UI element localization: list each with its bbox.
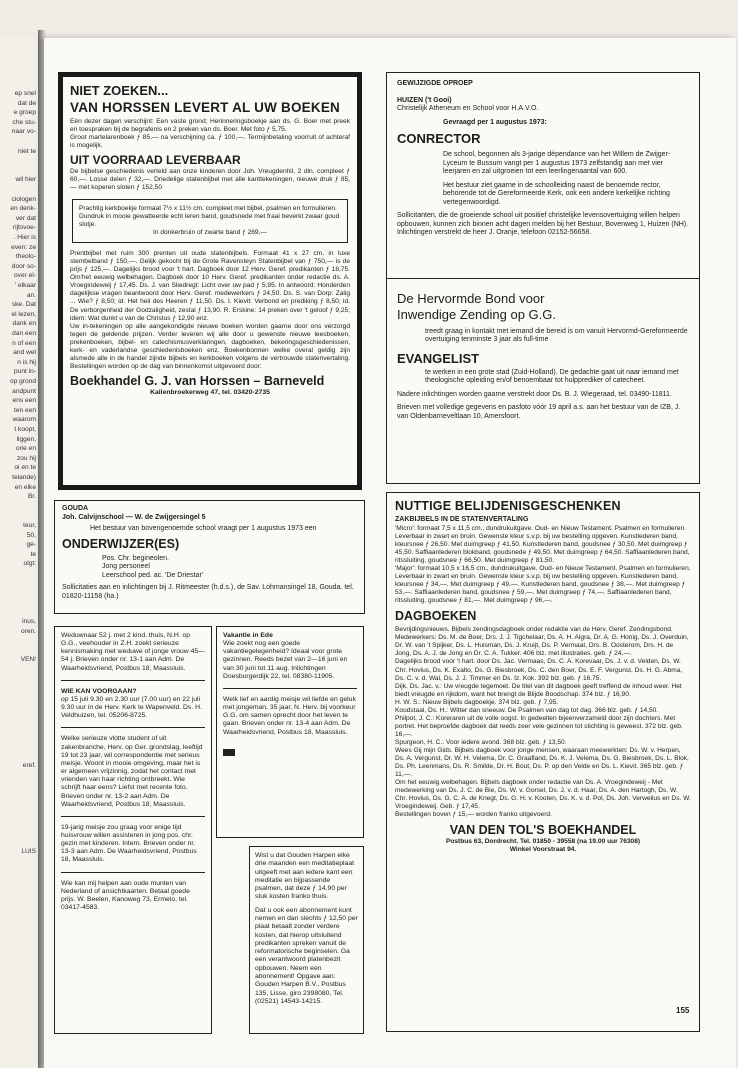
page-number: 155 bbox=[676, 1006, 690, 1015]
gouda-title: ONDERWIJZER(ES) bbox=[62, 536, 180, 551]
tol-sub: ZAKBIJBELS IN DE STATENVERTALING bbox=[395, 516, 529, 524]
horssen-inset-price: In donkerbruin of zwarte band ƒ 269,— bbox=[153, 229, 267, 237]
gouda-req: Pos. Chr. begineolen. bbox=[102, 554, 169, 562]
small-ad bbox=[61, 630, 205, 675]
margin-line: ske. Dat bbox=[11, 301, 36, 309]
small-ad bbox=[61, 733, 205, 810]
horssen-intro2: Groot martelarenboek ƒ 85,— na verschijning ca. ƒ 100,—. Termijnbetaling voorruit of achteraf is mogelijk. bbox=[70, 134, 350, 150]
margin-line: n of een bbox=[12, 339, 36, 347]
margin-line: dan een bbox=[12, 330, 36, 337]
small-ad bbox=[223, 694, 357, 739]
small-ad-text: op 15 juli 9.30 en 2.30 uur (7.00 uur) en 22 juli 9.30 uur in de Herv. Kerk te Wapenveld. Ds. H. Veldhuizen, tel. 05206-8725. bbox=[61, 695, 202, 720]
tol-p12: Bestellingen boven ƒ 15,— worden franko uitgevoerd. bbox=[395, 811, 552, 819]
divider bbox=[61, 727, 205, 728]
bond-title2: Inwendige Zending op G.G. bbox=[397, 306, 556, 322]
huizen-p2: Het bestuur ziet gaarne in de schoolleiding naast de benoemde rector, behorende tot de Gereformeerde Kerk, ook een andere kerkelijke richting vertegenwoordigd. bbox=[443, 181, 670, 206]
margin-line: ge- bbox=[26, 541, 36, 549]
gouda-req: Jong personeel bbox=[102, 563, 150, 571]
gouda-reqs bbox=[102, 555, 357, 581]
bond-p3: Nadere inlichtingen worden gaarne verstrekt door Ds. B. J. Wiegeraad, tel. 03490-11811. bbox=[397, 390, 672, 398]
margin-line: op grond bbox=[9, 378, 36, 385]
margin-line: an. bbox=[26, 291, 36, 299]
margin-line: door so- bbox=[11, 262, 36, 270]
huizen-school: Christelijk Atheneum en School voor H.A.V.O. bbox=[397, 105, 539, 113]
huizen-lead: Gevraagd per 1 augustus 1973: bbox=[443, 118, 547, 126]
huizen-place: HUIZEN ('t Gooi) bbox=[397, 96, 452, 104]
margin-line: punt in- bbox=[14, 368, 36, 376]
small-ads-mid bbox=[216, 626, 364, 838]
margin-line: orie en bbox=[15, 445, 36, 453]
margin-line: olgt: bbox=[23, 560, 36, 568]
margin-line: n is hij bbox=[17, 358, 36, 366]
gouda-place: GOUDA bbox=[62, 505, 89, 512]
horssen-intro: Eén dezer dagen verschijnt: Een vaste grond; Herinneringsboekje aan ds. G. Boer met preek en toespraken bij de begrafenis en 2 preken van ds. Boer. Met foto ƒ 5,75. bbox=[70, 118, 350, 134]
gouda-lead: Het bestuur van bovengenoemde school vraagt per 1 augustus 1973 een bbox=[90, 525, 317, 533]
small-ad bbox=[61, 686, 205, 723]
horssen-inset-text: Prachtig kerkboekje formaat 7½ x 11½ cm. compleet met bijbel, psalmen en formulieren. Dundruk in mooie gewatteerde echt leren band, goudsnede met fraai beverkt zwaar goud slotje. bbox=[79, 205, 340, 229]
tol-p10: Wees Gij mijn Gids. Bijbels dagboek voor jonge mensen, waaraan meewerkten: Ds. W. v. Herpen, Ds. A. Vergunst, Dr. W. H. Velema, Dr. C. Graafland, Ds. K. J. Velema, Ds. G. Biesbroek, Ds. L. Blok, Ds. Ph. Leenmans, Ds. R. Smilde, Dr. H. Bout, Ds. P. op den Velde en Ds. L. Kievit. 365 blz. geb. ƒ 11,—. bbox=[395, 746, 689, 778]
tol-p3: Bevrijdingsnieuws. Bijbels zendingsdagboek onder redaktie van de Herv. Geref. Zendingsbond. Medewerkers: Ds. M. de Boer, Drs. J. J. Tigchelaar, Ds. A. H. Algra, Dr. A. G. Honig, Ds. J. Overduin, Dr. W. van 't Spijker, Ds. L. Huisman, Ds. J. Kruijt, Ds. P. Vermaat, Drs. B. Oosterom, Drs. H. de Jong, Ds. A. J. de Jong en Dr. C. A. Tukker. 406 blz. met illustraties. geb. ƒ 24,—. bbox=[395, 626, 689, 658]
small-ad-head: WIE KAN VOORGAAN? bbox=[61, 687, 137, 695]
margin-line: naar vo- bbox=[11, 128, 36, 136]
tol-p9: Spurgeon, H. C.: Voor iedere avond. 368 blz. geb. ƒ 13,50. bbox=[395, 738, 567, 746]
bond-p1: treedt graag in kontakt met iemand die bereid is om vanuit Hervormd-Gereformeerde overtuiging tenminste 3 jaar als full-time bbox=[425, 327, 688, 344]
margin-line: andpunt bbox=[12, 387, 36, 395]
margin-line: t koopt, bbox=[14, 426, 36, 433]
small-ad-text: Welk lief en aardig meisje wil liefde en geluk met jongeman, 35 jaar, N. Herv. bij voorkeur G.G. om samen oprecht door het leven te gaan. Brieven onder nr. 13-4 aan Adm. De Waarheidsvriend, Postbus 18, Maassluis. bbox=[223, 695, 356, 736]
small-ad bbox=[223, 630, 357, 683]
gouda-req: Leerschool ped. ac. 'De Driestar' bbox=[102, 571, 204, 579]
margin-line: Br. bbox=[27, 493, 36, 501]
margin-line: niet te bbox=[18, 147, 36, 155]
horssen-para2: Prentbijbel met ruim 300 prenten uit oude statenbijbels. Formaat 41 x 27 cm. in luxe stembelband ƒ 150,—. Gelijk gekocht bij de Grote Ravensteyn Statenbijbel van ƒ 750,— is de prijs ƒ 125,—. Dagelijks brood voor 't hart. Dagboek door 12 Herv. Geref. predikanten ƒ 18,75. Om'het eeuwig welbehagen. Dagboek door 10 Herv. Geref. predikanten onder redactie ds. A. Vroegindeweij ƒ 17,45. Ds. J. van Sliedregt: Licht over uw pad ƒ 5,95. In antwoord: Honderden dagelijkse vragen beantwoord door Herv. Geref. medewerkers ƒ 24,50. Ds. S. van Dorp: Zalig ... Wie? ƒ 8,50; id. Het heil des Heeren ƒ 11,50. Ds. I. Kievit: Verbond en prediking ƒ 8,50; id. De verborgenheid der Godzaligheid, zestal ƒ 13,90. R. Erskine: 14 preken over 't geloof ƒ 9,25; idem: Wat dunkt u van de Christus ƒ 12,90 enz. bbox=[70, 250, 350, 322]
tol-p1: 'Micro': formaat 7,5 x 11,5 cm., dundrukuitgave. Oud- en Nieuw Testament. Psalmen en formulieren. Leverbaar in zwart en bruin. Gewenste kleur s.v.p. bij uw bestelling opgeven. Kunstlederen band, kleursnee ƒ 26,50. Met duimgreep ƒ 41,50. Kunstlederen band, goudsnee ƒ 30,50. Met duimgreep ƒ 45,50. Saffiaanlederen blokband, goudsnede ƒ 49,50. Met duimgreep ƒ 64,50. Saffiaanlederen band, ritssluiting, goudsnee ƒ 66,50. Met duimgreep ƒ 81,50. bbox=[395, 524, 690, 564]
margin-line: 50, bbox=[26, 531, 36, 539]
tol-footer: VAN DEN TOL'S BOEKHANDEL bbox=[449, 823, 637, 838]
horssen-para1: De bijbelse geschiedenis verteld aan onze kinderen door Joh. Vreugdenhil, 2 dln. compleet ƒ 60,—. Losse delen ƒ 32,—. Driedelige statenbijbel met alle kanttekeningen, nieuwe druk ƒ 85,— met koperen sloten ƒ 152,50 bbox=[70, 168, 350, 192]
margin-line: wil hier bbox=[15, 176, 36, 184]
divider bbox=[223, 688, 357, 689]
margin-line: VEN! bbox=[20, 656, 36, 664]
bond-p2: te werken in een grote stad (Zuid-Holland). De gedachte gaat uit naar iemand met theologische opleiding en/of benoembaar tot hulpprediker of catecheet. bbox=[425, 368, 679, 385]
margin-line: oi en te bbox=[14, 464, 36, 472]
small-ad-text: Welke serieuze vlotte student of uit zakenbranche, Herv. op Ger. grondslag, leeftijd 19 tot 23 jaar, wil correspondentie met serieus meisje. Woont in mooie omgeving, maar het is er algemeen vrijzinnig, zodat het contact met vrienden van haar richting ontbreekt. Wie schrijft haar eens? Liefst met recente foto. Brieven onder nr. 13-2 aan Adm. De Waarheidsvriend, Postbus 18, Maassluis. bbox=[61, 735, 203, 808]
gouda-contact: Sollicitaties aan en inlichtingen bij J. Ritmeester (h.d.s.), de Sav. Lohmansingel 18, Gouda. tel. 01820-11158 (ha.) bbox=[62, 584, 354, 600]
margin-line: dat de bbox=[17, 99, 36, 107]
huizen-tag: GEWIJZIGDE OPROEP bbox=[397, 80, 473, 87]
horssen-inset bbox=[72, 199, 348, 243]
margin-line: and wel bbox=[13, 349, 36, 357]
huizen-p1: De school, begonnen als 3-jarige dépendance van het Willem de Zwijger-Lyceum te Bussum vangt per 1 augustus 1973 zelfstandig aan met vier leerjaren en zal uitgroeien tot een leerlingenaantal van 600. bbox=[443, 150, 671, 176]
tol-ad bbox=[386, 492, 700, 1032]
black-mark bbox=[223, 749, 235, 756]
tol-p6: H. W. S.: Nieuw Bijbels dagboekje. 374 blz. geb. ƒ 7,95. bbox=[395, 698, 559, 706]
margin-line: inus, bbox=[22, 618, 36, 625]
margin-line: el lezen, bbox=[11, 310, 36, 318]
margin-line: teur, bbox=[23, 522, 36, 529]
margin-line: oren. bbox=[20, 627, 36, 635]
margin-line: over el- bbox=[14, 272, 36, 280]
bond-title3: EVANGELIST bbox=[397, 350, 480, 366]
tol-p7: Koudstaal, Ds. H.: Witter dan sneeuw. De Psalmen van dag tot dag. 366 blz. geb. ƒ 14,50. bbox=[395, 706, 659, 714]
divider bbox=[61, 680, 205, 681]
margin-line: even: ze bbox=[11, 243, 36, 251]
margin-line: theolo- bbox=[15, 253, 36, 261]
tol-p8: Philpot, J. C.: Koreraren uit de volle oogst. In gedeelten bijeenverzameld door zijn dochters. Met portret. Het beproefde dagboek dat reeds zeer vele gezinnen tot stichting is geweest. 372 blz. geb. 16,—. bbox=[395, 714, 683, 738]
margin-line: LUIS bbox=[21, 848, 36, 856]
margin-line: che stu- bbox=[12, 118, 36, 126]
harpen-p2: Dat u ook een abonnement kunt nemen en dan slechts ƒ 12,50 per plaat betaalt zonder verdere kosten, dat hierop uitsluitend predikanten spreken vanuit de reformatorische beginselen. Ga een verantwoord platenbezit opbouwen. Neem een abonnement! Opgave aan: Gouden Harpen B.V., Postbus 135, Lisse, giro 2398080, Tel. (02521) 14543-14215. bbox=[255, 906, 358, 1005]
margin-line: ver dat bbox=[15, 214, 36, 222]
small-ads-left bbox=[54, 626, 212, 1034]
horssen-sub: UIT VOORRAAD LEVERBAAR bbox=[70, 153, 241, 168]
tol-title2: DAGBOEKEN bbox=[395, 609, 477, 624]
previous-page-margin bbox=[0, 38, 38, 1068]
small-ad-text: Weduwnaar 52 j. met 2 kind. thuis, N.H. op G.G., veehouder in Z.H. zoekt serieuze kennismaking met weduwe of jonge vrouw 45—54 j. Brieven onder nr. 13-1 aan Adm. De Waarheidsvriend, Postbus 18, Maassluis. bbox=[61, 632, 205, 672]
tol-addr1: Postbus 63, Dordrecht. Tel. 01850 - 39558 (na 19.00 uur 76308) bbox=[445, 838, 641, 846]
margin-line: en elke bbox=[14, 483, 36, 491]
bond-p4: Brieven met volledige gegevens en pasfoto vóór 19 april a.s. aan het bestuur van de IZB, J. van Oldenbarneveltlaan 10, Amersfoort. bbox=[397, 404, 681, 420]
horssen-footer: Boekhandel G. J. van Horssen – Barneveld bbox=[70, 373, 325, 388]
horssen-ad bbox=[58, 72, 362, 490]
bond-ad bbox=[386, 278, 700, 484]
huizen-ad bbox=[386, 72, 700, 296]
small-ad-text: 19-jarig meisje zou graag voor enige tijd huisvrouw willen assisteren in jong pos. chr. gezin met kinderen. Intern. Brieven onder nr. 13-3 aan Adm. De Waarheidsvriend, Postbus 18, Maassluis. bbox=[61, 823, 197, 864]
margin-line: eref. bbox=[22, 762, 36, 769]
tol-p11: Om het eeuwig welbehagen. Bijbels dagboek onder redactie van Ds. A. Vroegindeweij - Met medewerking van Ds. J. C. de Bie, Ds. W. v. Gorsel, Ds. J. v. d. Haar, Ds. A. den Hartogh, Ds. W. Chr. Hovius, Ds. G. C. A. de Knegt, Ds. G. H. v. Kooten, Ds. K. v. d. Pol, Ds. Joh. Verwelius en Ds. W. Vroegindeweij. Geb. ƒ 17,45. bbox=[395, 778, 691, 811]
huizen-p3: Sollicitanten, die de groeiende school uit positief christelijke levensovertuiging willen helpen opbouwen, kunnen zich binnen acht dagen melden bij het Bestuur, Bovenweg 1, Huizen (NH). Inlichtingen verstrekt de heer J. Oranje, telefoon 02152-56658. bbox=[397, 212, 689, 237]
tol-p2: 'Major': formaat 10,5 x 16,5 cm., dundrukuitgave. Oud- en Nieuw Testament. Psalmen en formulieren. Leverbaar in zwart en bruin. Gewenste kleur s.v.p. bij uw bestelling opgeven. Kunstlederen band, kleursnee ƒ 34,—. Met duimgreep ƒ 49,—. Kunstlederen band, goudsnee ƒ 38,—. Met duimgreep ƒ 53,—. Saffiaanlederen band, goudsnee ƒ 59,—. Met duimgreep ƒ 74,—. Saffiaanlederen band, ritssluiting, goudsnee ƒ 81,—. Met duimgreep ƒ 96,—. bbox=[395, 564, 691, 605]
margin-line: . Hier is bbox=[13, 234, 36, 241]
horssen-address: Kallenbroekerweg 47, tel. 03420-2735 bbox=[150, 389, 270, 397]
margin-line: waarom bbox=[12, 416, 36, 424]
tol-addr2: Winkel Voorstraat 94. bbox=[509, 846, 577, 854]
harpen-ad bbox=[249, 846, 364, 1034]
small-ad-text: Wie zoekt nog een goede vakantiegelegenheid? Ideaal voor grote gezinnen. Reeds bezet van 2—16 juni en van 30 juni tot 11 aug. Inlichtingen Doesburgerdijk 22, tel. 08380-11905. bbox=[223, 640, 348, 680]
small-ad-head: Vakantie in Ede bbox=[223, 632, 273, 639]
margin-line: ciologen bbox=[11, 195, 36, 203]
gouda-ad bbox=[54, 500, 365, 614]
small-ad bbox=[61, 878, 205, 915]
horssen-title1: NIET ZOEKEN... bbox=[70, 83, 169, 98]
huizen-title: CONRECTOR bbox=[397, 131, 481, 147]
margin-line: ens een bbox=[12, 397, 36, 405]
divider bbox=[61, 816, 205, 817]
tol-p4: Dagelijks brood voor 't hart. door Ds. Jac. Vermaas, Ds. C. A. Korevaar, Ds. J. v. d. Velden, Ds. W. Chr. Hovius, Ds. K. Exalto, Ds. G. Biesbroek, Ds. C. den Boer, Ds. E. F. Vergunst, Ds. H. G. Abma, Ds. C. v. d. Wal, Ds. J. J. Timmer en Ds. Iz. Kok. 392 blz. geb. ƒ 16.75. bbox=[395, 658, 683, 682]
harpen-p1: Wist u dat Gouden Harpen elke drie maanden een meditatieplaat uitgeeft met aan iedere kant een meditatie en bijpassende psalmen, dat deze ƒ 14,90 per stuk kosten franko thuis. bbox=[255, 852, 354, 901]
margin-line: telande) bbox=[12, 474, 36, 481]
small-ad-text: Wie kan mij helpen aan oude munten van Nederland of ansichtkaarten. Betaal goede prijs. W. Beelen, Kanoweg 73, Ermelo, tel. 03417-4583. bbox=[61, 879, 190, 912]
tol-p5: Dijk, Ds. Jac. v.: Uw vreugde tegemoet. De titel van dit dagboek geeft treffend de inhoud weer. Het biedt vreugde en rijkdom, want het brengt de Blijde Boodschap. 374 blz. ƒ 16,90. bbox=[395, 682, 682, 698]
divider bbox=[61, 872, 205, 873]
bond-title1: De Hervormde Bond voor bbox=[397, 291, 545, 306]
margin-line: ten een bbox=[14, 406, 36, 414]
margin-line: liggen, bbox=[16, 435, 36, 443]
margin-line: dank en bbox=[12, 320, 36, 328]
margin-line: en denk- bbox=[10, 205, 36, 213]
magazine-page bbox=[44, 38, 736, 1068]
tol-title: NUTTIGE BELIJDENISGESCHENKEN bbox=[395, 499, 621, 513]
margin-line: e groep bbox=[13, 109, 36, 117]
margin-line: ' elkaar bbox=[14, 282, 36, 289]
margin-line: te bbox=[30, 550, 36, 558]
small-ad bbox=[61, 822, 205, 867]
margin-line: ep snel bbox=[14, 90, 36, 97]
margin-line: zou hij bbox=[16, 454, 36, 462]
margin-line: rijtsvoe- bbox=[12, 224, 36, 232]
horssen-para3: Uw in-tekeningen op alle aangekondigde nieuwe boeken worden gaarne door ons verzorgd tegen de geldende prijzen. Verder leveren wij alle door u gewenste nieuwe leesboeken, prekenboeken, bijbel- en catechismusverklaringen, dagboeken, bekeringsgeschiedenissen, kerk- en vaderlandse geschiedenisboeken enz. Boekenbonnen welke overal geldig zijn alsmede alle in de handel zijnde bijbels en kerkboeken volgens de vertrouwde statenvertaling. Bestellingen worden op de dag van binnenkomst uitgevoerd door: bbox=[70, 322, 350, 370]
gouda-school: Joh. Calvijnschool — W. de Zwijgersingel 5 bbox=[62, 513, 206, 521]
horssen-title2: VAN HORSSEN LEVERT AL UW BOEKEN bbox=[70, 99, 340, 115]
